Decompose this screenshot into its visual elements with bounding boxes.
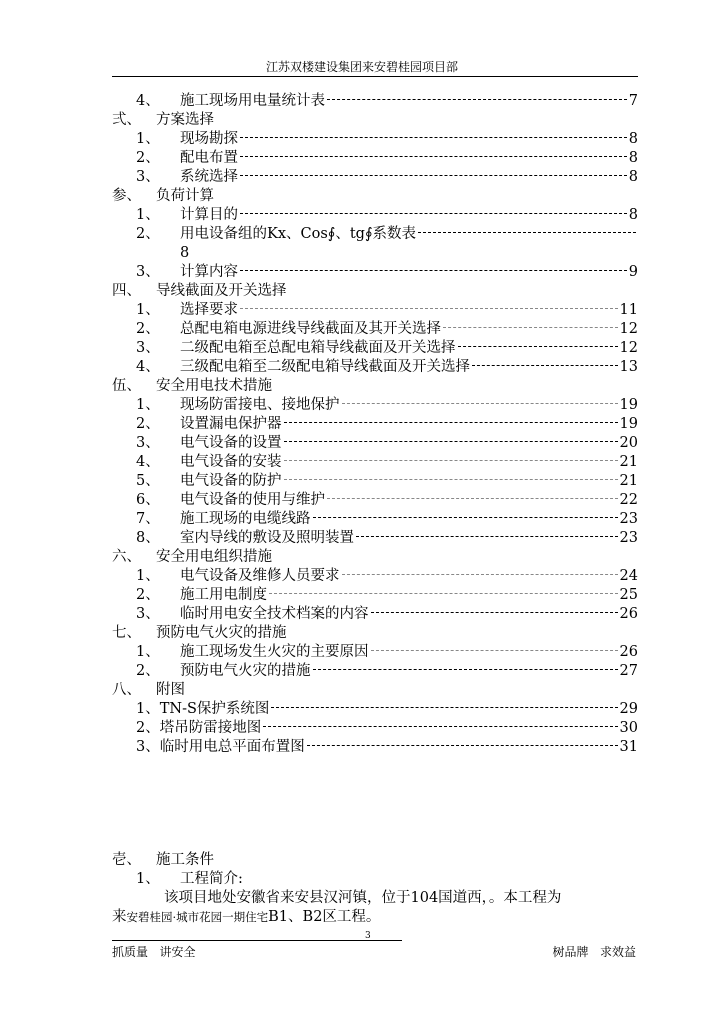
toc-leader xyxy=(269,593,618,594)
toc-entry[interactable] xyxy=(112,205,638,226)
footer-slogan-right: 树品牌 求效益 xyxy=(552,945,636,959)
body-section-heading xyxy=(112,850,638,871)
footer-rule xyxy=(112,940,402,941)
toc-number: 1、 xyxy=(136,644,160,660)
toc-leader xyxy=(240,156,627,157)
toc-number: 2、 xyxy=(136,226,160,242)
toc-leader xyxy=(307,745,618,746)
toc-section[interactable] xyxy=(112,281,638,302)
section-number: 壱、 xyxy=(112,852,141,868)
toc-entry[interactable] xyxy=(112,262,638,283)
toc-number: 8、 xyxy=(136,530,160,546)
toc-entry[interactable] xyxy=(112,300,638,321)
toc-number: 四、 xyxy=(112,283,141,299)
toc-leader xyxy=(284,441,618,442)
page-header: 江苏双楼建设集团来安碧桂园项目部 xyxy=(265,60,458,74)
toc-entry[interactable] xyxy=(112,566,638,587)
toc-leader xyxy=(240,213,627,214)
toc-title: 总配电箱电源进线导线截面及其开关选择 xyxy=(180,321,441,337)
toc-number: 2、 xyxy=(136,416,160,432)
toc-leader xyxy=(458,346,618,347)
toc-page: 23 xyxy=(619,511,638,527)
toc-title: 计算内容 xyxy=(180,264,238,280)
toc-entry[interactable] xyxy=(112,718,638,739)
toc-title: 导线截面及开关选择 xyxy=(156,283,287,299)
toc-page: 23 xyxy=(619,530,638,546)
toc-title: 电气设备的使用与维护 xyxy=(180,492,325,508)
toc-page: 11 xyxy=(619,302,638,318)
toc-entry[interactable] xyxy=(112,319,638,340)
toc-title: 系统选择 xyxy=(180,169,238,185)
toc-number: 八、 xyxy=(112,682,141,698)
toc-number: 3、 xyxy=(136,435,160,451)
toc-number: 1、 xyxy=(136,701,160,717)
toc-number: 1、 xyxy=(136,302,160,318)
toc-entry[interactable] xyxy=(112,129,638,150)
toc-leader xyxy=(284,479,618,480)
toc-title: 电气设备及维修人员要求 xyxy=(180,568,340,584)
toc-number: 2、 xyxy=(136,587,160,603)
toc-title: 施工现场的电缆线路 xyxy=(180,511,311,527)
toc-entry[interactable] xyxy=(112,642,638,663)
toc-section[interactable] xyxy=(112,186,638,207)
toc-title: 三级配电箱至二级配电箱导线截面及开关选择 xyxy=(180,359,470,375)
toc-number: 六、 xyxy=(112,549,141,565)
toc-page: 26 xyxy=(619,606,638,622)
toc-number: 七、 xyxy=(112,625,141,641)
toc-page: 21 xyxy=(619,473,638,489)
toc-page: 8 xyxy=(628,169,638,185)
toc-entry[interactable] xyxy=(112,167,638,188)
toc-leader xyxy=(284,422,618,423)
toc-number: 2、 xyxy=(136,321,160,337)
subsection-number: 1、 xyxy=(136,871,160,887)
toc-leader xyxy=(371,650,618,651)
toc-leader xyxy=(240,137,627,138)
paragraph-text: 来 xyxy=(112,909,127,925)
toc-number: 2、 xyxy=(136,720,160,736)
body-paragraph-line-1: 该项目地处安徽省来安县汉河镇，位于104国道西，。本工程为 xyxy=(164,890,562,906)
toc-page-wrapped: 8 xyxy=(180,245,190,261)
toc-entry[interactable] xyxy=(112,91,638,112)
toc-entry[interactable] xyxy=(112,148,638,169)
toc-number: 弍、 xyxy=(112,112,141,128)
toc-title: 安全用电组织措施 xyxy=(156,549,272,565)
paragraph-text: 安碧桂园·城市花园一期住宅 xyxy=(126,910,269,924)
toc-entry[interactable] xyxy=(112,357,638,378)
page-number: 3 xyxy=(365,931,371,941)
toc-page: 12 xyxy=(619,321,638,337)
toc-entry[interactable] xyxy=(112,414,638,435)
toc-title: 设置漏电保护器 xyxy=(180,416,282,432)
toc-title: 预防电气火灾的措施 xyxy=(180,663,311,679)
toc-leader xyxy=(271,707,617,708)
toc-number: 伍、 xyxy=(112,378,141,394)
toc-page: 25 xyxy=(619,587,638,603)
body-subsection-heading xyxy=(112,869,638,890)
toc-title: 临时用电总平面布置图 xyxy=(159,739,305,755)
toc-entry[interactable] xyxy=(112,699,638,720)
toc-entry[interactable] xyxy=(112,604,638,625)
toc-page: 8 xyxy=(628,131,638,147)
toc-leader xyxy=(418,232,636,233)
toc-section[interactable] xyxy=(112,623,638,644)
toc-number: 6、 xyxy=(136,492,160,508)
toc-title: 现场勘探 xyxy=(180,131,238,147)
toc-entry[interactable] xyxy=(112,452,638,473)
toc-title: 预防电气火灾的措施 xyxy=(156,625,287,641)
toc-number: 1、 xyxy=(136,568,160,584)
toc-title: 施工现场用电量统计表 xyxy=(180,93,325,109)
toc-entry[interactable] xyxy=(112,661,638,682)
toc-entry[interactable] xyxy=(112,585,638,606)
toc-page: 13 xyxy=(619,359,638,375)
toc-entry[interactable] xyxy=(112,509,638,530)
toc-title: 施工现场发生火灾的主要原因 xyxy=(180,644,369,660)
toc-title: 电气设备的防护 xyxy=(180,473,282,489)
toc-title: 二级配电箱至总配电箱导线截面及开关选择 xyxy=(180,340,456,356)
toc-number: 3、 xyxy=(136,739,160,755)
toc-title: 选择要求 xyxy=(180,302,238,318)
toc-entry[interactable] xyxy=(112,490,638,511)
toc-number: 1、 xyxy=(136,397,160,413)
toc-title: 施工用电制度 xyxy=(180,587,267,603)
toc-page: 27 xyxy=(619,663,638,679)
toc-section[interactable] xyxy=(112,110,638,131)
toc-leader xyxy=(356,536,618,537)
toc-leader xyxy=(240,270,627,271)
toc-title: 配电布置 xyxy=(180,150,238,166)
toc-leader xyxy=(240,175,627,176)
toc-number: 5、 xyxy=(136,473,160,489)
toc-entry[interactable] xyxy=(112,433,638,454)
toc-number: 4、 xyxy=(136,454,160,470)
toc-page: 31 xyxy=(619,739,638,755)
toc-leader xyxy=(327,99,627,100)
toc-number: 3、 xyxy=(136,606,160,622)
toc-number: 7、 xyxy=(136,511,160,527)
toc-number: 1、 xyxy=(136,131,160,147)
toc-page: 21 xyxy=(619,454,638,470)
toc-number: 3、 xyxy=(136,169,160,185)
toc-page: 12 xyxy=(619,340,638,356)
toc-title: 室内导线的敷设及照明装置 xyxy=(180,530,354,546)
footer-slogan-left: 抓质量 讲安全 xyxy=(112,945,196,959)
toc-leader xyxy=(342,574,618,575)
toc-title: 用电设备组的Kx、Cos∮、tg∮系数表 xyxy=(180,226,416,242)
toc-page: 9 xyxy=(628,264,638,280)
toc-title: 计算目的 xyxy=(180,207,238,223)
toc-leader xyxy=(284,460,618,461)
toc-page: 29 xyxy=(619,701,638,717)
toc-number: 3、 xyxy=(136,340,160,356)
toc-entry[interactable] xyxy=(112,395,638,416)
toc-page: 22 xyxy=(619,492,638,508)
toc-leader xyxy=(371,612,618,613)
toc-number: 4、 xyxy=(136,93,160,109)
toc-title: 塔吊防雷接地图 xyxy=(159,720,262,736)
toc-section[interactable] xyxy=(112,376,638,397)
toc-title: TN-S保护系统图 xyxy=(159,701,270,717)
toc-leader xyxy=(342,403,618,404)
toc-number: 2、 xyxy=(136,663,160,679)
toc-page: 8 xyxy=(628,207,638,223)
toc-leader xyxy=(472,365,618,366)
toc-page: 7 xyxy=(628,93,638,109)
toc-number: 4、 xyxy=(136,359,160,375)
toc-leader xyxy=(327,498,618,499)
toc-entry[interactable] xyxy=(112,737,638,758)
toc-leader xyxy=(240,308,618,309)
section-title: 施工条件 xyxy=(156,852,214,868)
toc-section[interactable] xyxy=(112,680,638,701)
header-rule xyxy=(112,76,638,77)
toc-title: 临时用电安全技术档案的内容 xyxy=(180,606,369,622)
toc-section[interactable] xyxy=(112,547,638,568)
toc-title: 负荷计算 xyxy=(156,188,214,204)
toc-page: 30 xyxy=(619,720,638,736)
toc-title: 安全用电技术措施 xyxy=(156,378,272,394)
toc-leader xyxy=(313,517,618,518)
toc-leader xyxy=(263,726,617,727)
toc-entry[interactable] xyxy=(112,224,638,245)
toc-leader xyxy=(313,669,618,670)
paragraph-text: B1、B2区工程。 xyxy=(268,909,381,925)
toc-title: 方案选择 xyxy=(156,112,214,128)
body-paragraph-line-2 xyxy=(112,907,638,928)
toc-page: 19 xyxy=(619,416,638,432)
toc-number: 1、 xyxy=(136,207,160,223)
toc-entry[interactable] xyxy=(112,528,638,549)
toc-leader xyxy=(443,327,618,328)
toc-title: 附图 xyxy=(156,682,185,698)
toc-number: 2、 xyxy=(136,150,160,166)
toc-number: 3、 xyxy=(136,264,160,280)
toc-title: 现场防雷接电、接地保护 xyxy=(180,397,340,413)
subsection-title: 工程简介: xyxy=(180,871,243,887)
toc-entry[interactable] xyxy=(112,338,638,359)
toc-page: 19 xyxy=(619,397,638,413)
toc-page: 8 xyxy=(628,150,638,166)
toc-page: 26 xyxy=(619,644,638,660)
toc-title: 电气设备的设置 xyxy=(180,435,282,451)
toc-page: 24 xyxy=(619,568,638,584)
toc-entry[interactable] xyxy=(112,471,638,492)
toc-title: 电气设备的安装 xyxy=(180,454,282,470)
toc-number: 参、 xyxy=(112,188,141,204)
toc-page: 20 xyxy=(619,435,638,451)
